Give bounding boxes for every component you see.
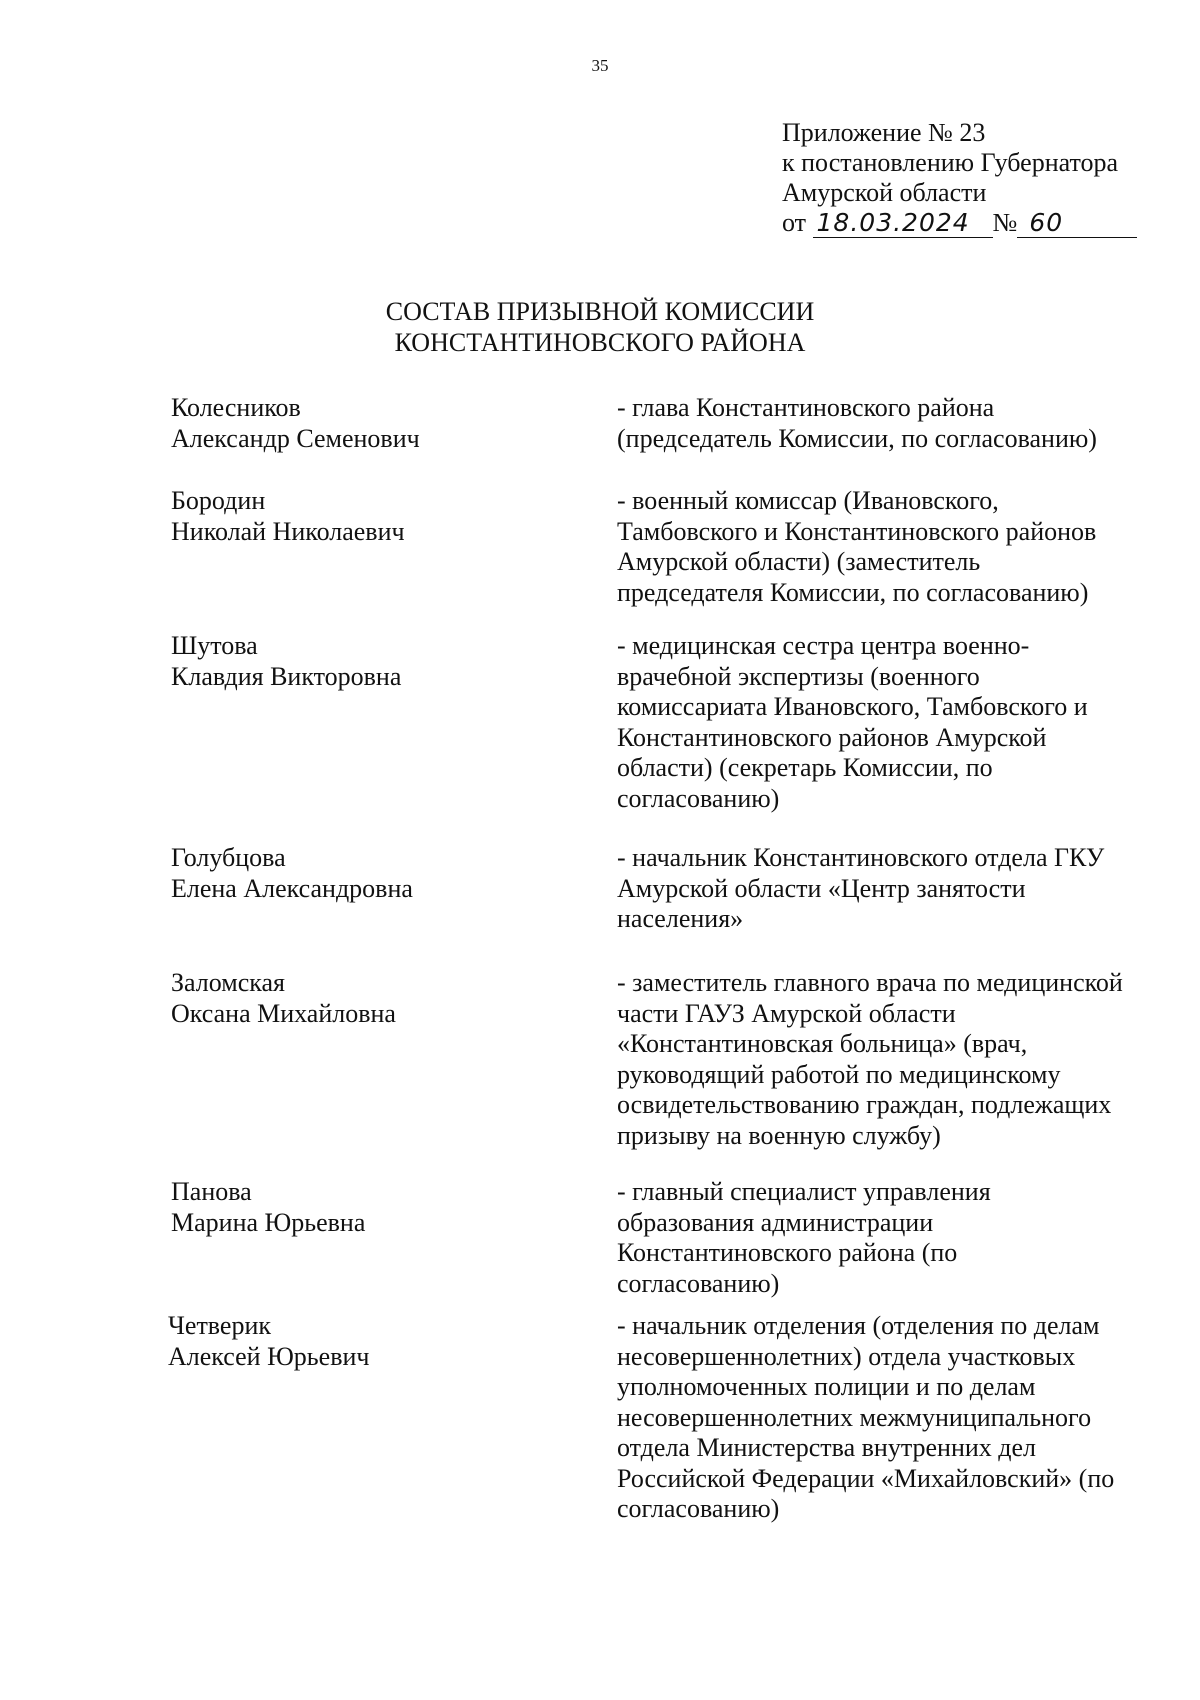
- handwritten-date: 18.03.2024: [813, 209, 993, 238]
- member-role: [617, 968, 1157, 1151]
- member-role-line: - военный комиссар (Ивановского,: [617, 486, 999, 515]
- member-role-line: Российской Федерации «Михайловский» (по: [617, 1463, 1115, 1493]
- member-role-line: Амурской области «Центр занятости: [617, 873, 1026, 903]
- member-role-line: согласованию): [617, 783, 780, 813]
- appendix-region: Амурской области: [782, 178, 987, 207]
- member-role-line: Амурской области) (заместитель: [617, 547, 981, 576]
- member-surname: Голубцова: [171, 843, 286, 872]
- member-surname: Шутова: [171, 631, 258, 660]
- appendix-title: Приложение № 23: [782, 118, 986, 147]
- member-entry: [0, 393, 1200, 454]
- member-name: [0, 1311, 440, 1372]
- member-role-line: Константиновского района (по: [617, 1238, 958, 1267]
- member-entry: [0, 1177, 1200, 1298]
- member-role-line: - начальник Константиновского отдела ГКУ: [617, 843, 1105, 872]
- member-role-line: области) (секретарь Комиссии, по: [617, 753, 993, 782]
- member-surname: Бородин: [171, 486, 266, 515]
- member-role-line: несовершеннолетних межмуниципального: [617, 1402, 1092, 1432]
- member-role-line: (председатель Комиссии, по согласованию): [617, 423, 1097, 453]
- member-surname: Панова: [171, 1177, 252, 1206]
- member-role-line: - начальник отделения (отделения по делам: [617, 1311, 1100, 1340]
- member-surname: Колесников: [171, 393, 301, 422]
- member-role-line: - глава Константиновского района: [617, 393, 995, 422]
- member-given-name: Марина Юрьевна: [171, 1207, 366, 1237]
- member-role: [617, 631, 1157, 814]
- member-given-name: Клавдия Викторовна: [171, 661, 402, 691]
- member-given-name: Оксана Михайловна: [171, 998, 396, 1028]
- member-surname: Четверик: [168, 1311, 272, 1340]
- number-label: №: [992, 208, 1018, 237]
- document-title: [0, 296, 1200, 358]
- member-name: [0, 486, 440, 547]
- member-entry: [0, 968, 1200, 1150]
- member-entry: [0, 486, 1200, 607]
- member-role: [617, 486, 1157, 608]
- member-role-line: - медицинская сестра центра военно-: [617, 631, 1030, 660]
- member-role-line: уполномоченных полиции и по делам: [617, 1372, 1036, 1401]
- member-given-name: Елена Александровна: [171, 873, 413, 903]
- member-role-line: части ГАУЗ Амурской области: [617, 998, 956, 1028]
- member-role-line: призыву на военную службу): [617, 1120, 941, 1150]
- member-role-line: комиссариата Ивановского, Тамбовского и: [617, 692, 1088, 721]
- member-given-name: Николай Николаевич: [171, 516, 405, 546]
- member-name: [0, 1177, 440, 1238]
- member-role-line: - заместитель главного врача по медицинской: [617, 968, 1123, 997]
- member-entry: [0, 843, 1200, 933]
- appendix-reference: к постановлению Губернатора: [782, 148, 1119, 177]
- member-given-name: Алексей Юрьевич: [168, 1341, 370, 1371]
- title-line-1: СОСТАВ ПРИЗЫВНОЙ КОМИССИИ: [385, 297, 815, 326]
- member-role-line: населения»: [617, 904, 744, 933]
- member-role-line: Константиновского районов Амурской: [617, 722, 1047, 752]
- member-role-line: «Константиновская больница» (врач,: [617, 1029, 1028, 1058]
- title-line-2: КОНСТАНТИНОВСКОГО РАЙОНА: [394, 328, 806, 357]
- appendix-block: [782, 118, 1182, 238]
- member-role: [617, 1177, 1157, 1299]
- member-role-line: образования администрации: [617, 1207, 934, 1237]
- member-surname: Заломская: [171, 968, 286, 997]
- member-name: [0, 843, 440, 904]
- member-role: [617, 1311, 1157, 1525]
- member-role-line: отдела Министерства внутренних дел: [617, 1433, 1037, 1462]
- member-role: [617, 843, 1157, 935]
- member-role-line: руководящий работой по медицинскому: [617, 1059, 1061, 1089]
- member-role-line: освидетельствованию граждан, подлежащих: [617, 1090, 1112, 1119]
- appendix-date-line: [782, 208, 1182, 238]
- date-prefix: от: [782, 208, 807, 237]
- member-given-name: Александр Семенович: [171, 423, 420, 453]
- handwritten-number: 60: [1017, 209, 1137, 238]
- member-role-line: Тамбовского и Константиновского районов: [617, 516, 1097, 546]
- member-role-line: председателя Комиссии, по согласованию): [617, 577, 1089, 607]
- member-name: [0, 968, 440, 1029]
- member-role-line: врачебной экспертизы (военного: [617, 661, 980, 691]
- page-number: 35: [591, 56, 609, 75]
- member-role-line: согласованию): [617, 1268, 780, 1298]
- member-role-line: - главный специалист управления: [617, 1177, 991, 1206]
- member-role: [617, 393, 1157, 454]
- member-role-line: несовершеннолетних) отдела участковых: [617, 1341, 1076, 1371]
- member-entry: [0, 631, 1200, 813]
- member-entry: [0, 1311, 1200, 1523]
- member-name: [0, 631, 440, 692]
- member-name: [0, 393, 440, 454]
- member-role-line: согласованию): [617, 1494, 780, 1523]
